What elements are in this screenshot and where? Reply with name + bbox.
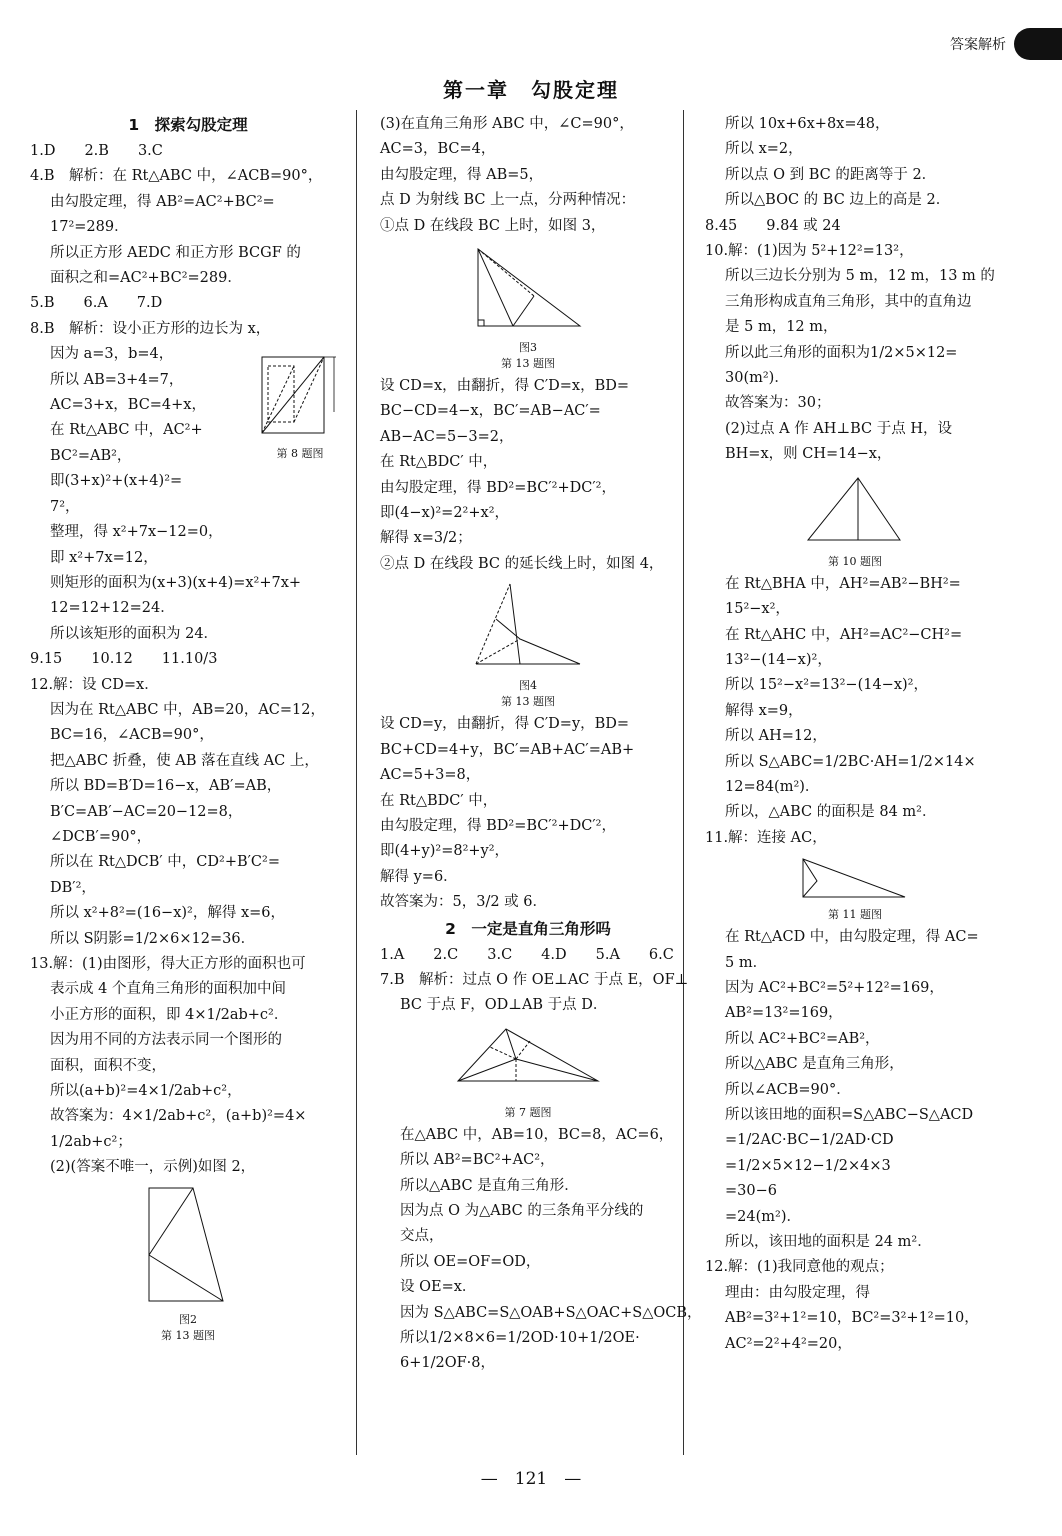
answer-line: 在 Rt△BDC′ 中， — [380, 454, 498, 471]
answer-line: 12=12+12=24． — [50, 600, 175, 617]
answer-line: 由勾股定理，得 AB=5， — [380, 166, 544, 183]
answer-line: BC−CD=4−x，BC′=AB−AC′= — [380, 403, 601, 420]
answer-line: 所以 x=2， — [725, 141, 803, 158]
answer-line: AB²=3²+1²=10，BC²=3²+1²=10， — [725, 1310, 979, 1327]
chapter-title: 第一章 勾股定理 — [443, 78, 619, 102]
answer-line: 13.解：(1)由图形，得大正方形的面积也可 — [30, 956, 306, 972]
answer-line: 把△ABC 折叠，使 AB 落在直线 AC 上， — [50, 752, 319, 769]
answer-line: 所以 S△ABC=1/2BC·AH=1/2×14× — [725, 753, 976, 770]
answer-line: =1/2×5×12−1/2×4×3 — [725, 1157, 891, 1174]
answer-line: 所以该矩形的面积为 24． — [50, 625, 219, 642]
answer-line: 即(4+y)²=8²+y²， — [380, 843, 510, 860]
answer-line: 在 Rt△BHA 中，AH²=AB²−BH²= — [725, 575, 961, 592]
answer-line: 所以正方形 AEDC 和正方形 BCGF 的 — [50, 244, 301, 261]
answer-line: 设 CD=x，由翻折，得 C′D=x，BD= — [380, 378, 630, 395]
answer-line: 因为点 O 为△ABC 的三条角平分线的 — [400, 1202, 644, 1219]
answer-line: ∠DCB′=90°， — [50, 828, 152, 845]
answer-line: 是 5 m，12 m， — [725, 319, 838, 336]
page-number: — 121 — — [480, 1469, 582, 1489]
answer-line: 17²=289． — [50, 219, 129, 236]
answer-line: 所以 AH=12， — [725, 728, 827, 745]
answer-line: BC+CD=4+y，BC′=AB+AC′=AB+ — [380, 741, 635, 758]
figure-caption: 第 10 题图 — [828, 554, 882, 568]
answer-line: (2)过点 A 作 AH⊥BC 于点 H，设 — [725, 420, 952, 437]
answer-line: 小正方形的面积，即 4×1/2ab+c²． — [50, 1006, 289, 1023]
answer-line: 所以 15²−x²=13²−(14−x)²， — [725, 677, 928, 694]
answer-line: 设 CD=y，由翻折，得 C′D=y，BD= — [380, 716, 630, 733]
header-tab — [1014, 28, 1062, 60]
figure-fig3-drawing — [458, 241, 598, 336]
answer-line: 由勾股定理，得 BD²=BC′²+DC′²， — [380, 479, 616, 496]
figure-subcaption: 图3 — [519, 341, 537, 355]
answer-line: AB²=13²=169， — [725, 1005, 843, 1022]
figure-caption: 第 13 题图 — [501, 357, 555, 371]
section-heading: 2 一定是直角三角形吗 — [445, 919, 611, 938]
answer-line: BC 于点 F，OD⊥AB 于点 D． — [400, 997, 608, 1014]
column-divider — [356, 110, 357, 1455]
answer-line: 在△ABC 中，AB=10，BC=8，AC=6， — [400, 1126, 674, 1143]
figure-fig11 — [705, 853, 1005, 923]
figure-fig2 — [30, 1183, 346, 1344]
answer-line: 故答案为：30； — [725, 395, 831, 412]
answer-line: 所以 AB²=BC²+AC²， — [400, 1152, 555, 1169]
figure-q8-caption: 第 8 题图 — [276, 447, 324, 460]
answer-line: 所以此三角形的面积为1/2×5×12= — [725, 344, 958, 361]
answer-line: 故答案为：4×1/2ab+c²，(a+b)²=4× — [50, 1108, 307, 1125]
answer-line: 点 D 为射线 BC 上一点，分两种情况： — [380, 192, 636, 209]
figure-fig11-drawing — [795, 853, 915, 903]
answer-line: AC=3+x，BC=4+x， — [50, 397, 206, 414]
figure-caption: 图2 — [179, 1312, 197, 1326]
answer-line: 所以(a+b)²=4×1/2ab+c²， — [50, 1083, 242, 1100]
answer-line: 10.解：(1)因为 5²+12²=13²， — [705, 243, 914, 260]
answer-line: 4.B 解析：在 Rt△ABC 中，∠ACB=90°， — [30, 168, 323, 185]
answer-line: 在 Rt△AHC 中，AH²=AC²−CH²= — [725, 626, 963, 643]
answer-line: 12.解：(1)我同意他的观点； — [705, 1259, 894, 1276]
figure-fig4 — [380, 579, 676, 710]
answer-line: (2)(答案不唯一，示例)如图 2， — [50, 1159, 256, 1176]
answer-line: 由勾股定理，得 BD²=BC′²+DC′²， — [380, 817, 616, 834]
answer-line: 面积之和=AC²+BC²=289． — [50, 270, 242, 287]
answer-line: 因为用不同的方法表示同一个图形的 — [50, 1032, 282, 1049]
answer-line: ②点 D 在线段 BC 的延长线上时，如图 4， — [380, 555, 664, 572]
answer-line: 理由：由勾股定理，得 — [725, 1284, 870, 1301]
figure-q8 — [254, 352, 346, 462]
answer-line: AC=3，BC=4， — [380, 141, 496, 158]
answer-line: BH=x，则 CH=14−x， — [725, 446, 892, 463]
answer-line: 所以 10x+6x+8x=48， — [725, 116, 890, 132]
answer-line: B′C=AB′−AC=20−12=8， — [50, 803, 243, 820]
answer-line: 解得 y=6． — [380, 868, 458, 885]
answer-line: 所以，该田地的面积是 24 m²． — [725, 1234, 932, 1251]
answer-line: AC=5+3=8， — [380, 767, 481, 784]
answer-line: 所以 OE=OF=OD， — [400, 1253, 541, 1270]
answer-line: 所以 AC²+BC²=AB²， — [725, 1030, 880, 1047]
answer-line: 所以 BD=B′D=16−x，AB′=AB， — [50, 778, 282, 795]
answer-line: 三角形构成直角三角形，其中的直角边 — [725, 293, 972, 310]
answer-line: 面积，面积不变， — [50, 1057, 166, 1074]
answer-line: 交点， — [400, 1228, 444, 1245]
figure-fig3 — [380, 241, 676, 372]
figure-fig4-drawing — [468, 579, 588, 674]
answer-line: 所以 AB=3+4=7， — [50, 371, 184, 388]
answer-line: AC²=2²+4²=20， — [725, 1335, 852, 1352]
answer-line: 在 Rt△ACD 中，由勾股定理，得 AC= — [725, 929, 979, 946]
answer-line: 所以△BOC 的 BC 边上的高是 2． — [725, 192, 951, 209]
answer-line: 8.B 解析：设小正方形的边长为 x， — [30, 320, 271, 337]
answer-line: =30−6 — [725, 1183, 777, 1200]
right-column — [705, 112, 1005, 1357]
answer-line: 9.15 10.12 11.10/3 — [30, 651, 218, 668]
figure-caption: 第 13 题图 — [161, 1328, 215, 1342]
answer-line: 12.解：设 CD=x． — [30, 676, 159, 693]
figure-fig7-drawing — [448, 1021, 608, 1101]
answer-line: 所以点 O 到 BC 的距离等于 2． — [725, 166, 937, 183]
answer-line: 所以 x²+8²=(16−x)²，解得 x=6， — [50, 905, 286, 922]
answer-line: BC=16，∠ACB=90°， — [50, 727, 214, 744]
figure-caption: 第 11 题图 — [828, 908, 882, 922]
answer-line: 5.B 6.A 7.D — [30, 295, 163, 312]
answer-line: =24(m²)． — [725, 1208, 801, 1225]
answer-line: 1.D 2.B 3.C — [30, 143, 163, 159]
answer-line: 因为 S△ABC=S△OAB+S△OAC+S△OCB， — [400, 1304, 702, 1321]
answer-line: 所以该田地的面积=S△ABC−S△ACD — [725, 1107, 974, 1123]
answer-line: 解得 x=3/2； — [380, 530, 472, 547]
answer-line: 15²−x²， — [725, 601, 790, 618]
answer-line: 整理，得 x²+7x−12=0， — [50, 524, 223, 541]
answer-line: 即(3+x)²+(x+4)²= — [50, 473, 183, 490]
answer-line: 所以，△ABC 的面积是 84 m²． — [725, 804, 937, 821]
figure-q8-drawing — [254, 352, 344, 442]
column-divider — [683, 110, 684, 1455]
answer-line: 设 OE=x． — [400, 1279, 477, 1296]
answer-line: 所以 S阴影=1/2×6×12=36． — [50, 930, 256, 947]
answer-line: 所以∠ACB=90°． — [725, 1081, 851, 1098]
answer-line: 11.解：连接 AC， — [705, 829, 827, 846]
answer-line: 由勾股定理，得 AB²=AC²+BC²= — [50, 193, 275, 210]
answer-line: ①点 D 在线段 BC 上时，如图 3， — [380, 217, 606, 234]
answer-line: 在 Rt△BDC′ 中， — [380, 792, 498, 809]
answer-line: AB−AC=5−3=2， — [380, 428, 514, 445]
answer-line: 则矩形的面积为(x+3)(x+4)=x²+7x+ — [50, 574, 302, 591]
answer-line: 即 x²+7x=12， — [50, 549, 158, 566]
figure-subcaption: 图4 — [519, 679, 537, 693]
answer-line: 8.45 9.84 或 24 — [705, 217, 841, 234]
answer-line: 所以△ABC 是直角三角形． — [400, 1177, 579, 1194]
answer-line: 因为 AC²+BC²=5²+12²=169， — [725, 979, 944, 996]
section-heading: 1 探索勾股定理 — [128, 116, 248, 134]
answer-line: =1/2AC·BC−1/2AD·CD — [725, 1132, 894, 1149]
answer-line: DB′²， — [50, 879, 96, 896]
answer-line: 因为 a=3，b=4， — [50, 346, 174, 363]
answer-line: 表示成 4 个直角三角形的面积加中间 — [50, 981, 286, 998]
answer-line: 1.A 2.C 3.C 4.D 5.A 6.C — [380, 946, 674, 963]
figure-fig2-drawing — [143, 1183, 233, 1308]
answer-line: 所以三边长分别为 5 m，12 m，13 m 的 — [725, 268, 995, 285]
figure-fig10 — [705, 470, 1005, 570]
answer-line: 7²， — [50, 498, 80, 515]
answer-line: 5 m． — [725, 954, 768, 971]
figure-caption: 第 13 题图 — [501, 695, 555, 709]
answer-line: 在 Rt△ABC 中，AC²+ — [50, 422, 203, 439]
page-header — [950, 28, 1062, 60]
answer-line: 所以在 Rt△DCB′ 中，CD²+B′C²= — [50, 854, 280, 871]
answer-line: 故答案为：5，3/2 或 6． — [380, 894, 548, 911]
middle-column — [380, 112, 702, 1377]
figure-caption: 第 7 题图 — [504, 1105, 552, 1119]
answer-line: 1/2ab+c²； — [50, 1133, 132, 1150]
answer-line: 所以△ABC 是直角三角形， — [725, 1056, 904, 1073]
answer-line: 解得 x=9， — [725, 702, 803, 719]
answer-line: 30(m²)． — [725, 370, 789, 387]
answer-line: BC²=AB²， — [50, 447, 132, 464]
left-column — [30, 112, 346, 1346]
answer-line: 因为在 Rt△ABC 中，AB=20，AC=12， — [50, 701, 325, 718]
answer-line: (3)在直角三角形 ABC 中，∠C=90°， — [380, 116, 634, 132]
answer-line: 7.B 解析：过点 O 作 OE⊥AC 于点 E，OF⊥ — [380, 971, 689, 988]
answer-line: 即(4−x)²=2²+x²， — [380, 505, 510, 522]
answer-line: 6+1/2OF·8， — [400, 1355, 495, 1372]
figure-fig7 — [380, 1021, 676, 1121]
answer-line: 12=84(m²)． — [725, 778, 820, 795]
section-label: 答案解析 — [950, 37, 1006, 53]
answer-line: 所以1/2×8×6=1/2OD·10+1/2OE· — [400, 1330, 640, 1346]
figure-fig10-drawing — [800, 470, 910, 550]
answer-line: 13²−(14−x)²， — [725, 651, 832, 668]
